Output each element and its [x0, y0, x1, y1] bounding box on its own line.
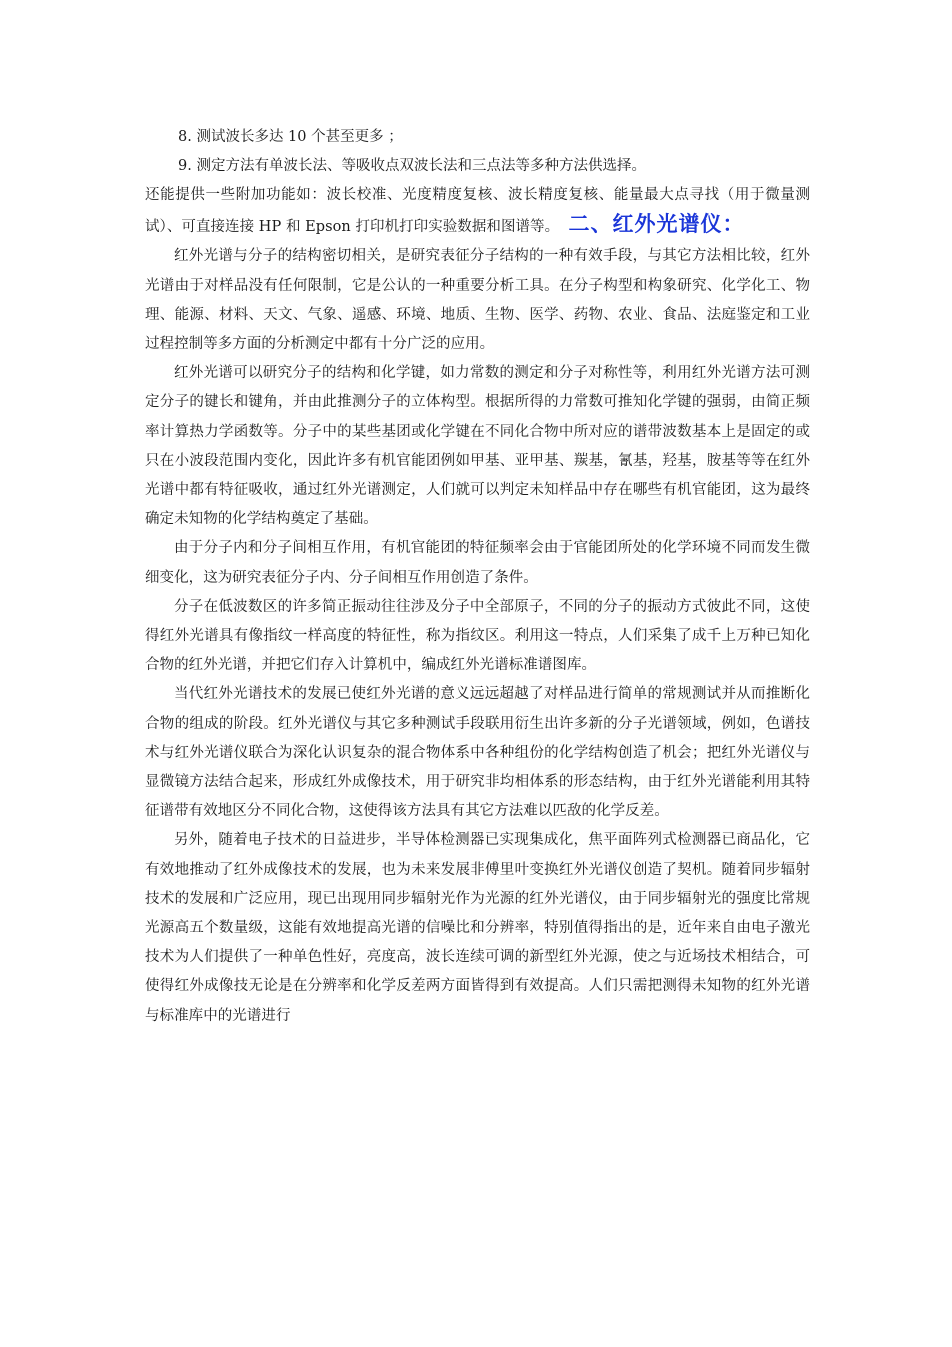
list-item-9: 9. 测定方法有单波长法、等吸收点双波长法和三点法等多种方法供选择。 [178, 158, 646, 174]
paragraph-3: 由于分子内和分子间相互作用，有机官能团的特征频率会由于官能团所处的化学环境不同而发生微细变化，这为研究表征分子内、分子间相互作用创造了条件。 [145, 540, 810, 586]
paragraph-2: 红外光谱可以研究分子的结构和化学键，如力常数的测定和分子对称性等，利用红外光谱方法可测定分子的键长和键角，并由此推测分子的立体构型。根据所得的力常数可推知化学键的强弱，由简正频率计算热力学函数等。分子中的某些基团或化学键在不同化合物中所对应的谱带波数基本上是固定的或只在小波段范围内变化，因此许多有机官能团例如甲基、亚甲基、羰基，氰基，羟基，胺基等等在红外光谱中都有特征吸收，通过红外光谱测定，人们就可以判定未知样品中存在哪些有机官能团，这为最终确定未知物的化学结构奠定了基础。 [145, 365, 810, 528]
section-heading: 二、红外光谱仪： [568, 212, 745, 237]
paragraph-4: 分子在低波数区的许多简正振动往往涉及分子中全部原子，不同的分子的振动方式彼此不同，这使得红外光谱具有像指纹一样高度的特征性，称为指纹区。利用这一特点，人们采集了成千上万种已知化合物的红外光谱，并把它们存入计算机中，编成红外光谱标准谱图库。 [145, 598, 810, 674]
intro-paragraph [145, 181, 810, 242]
paragraph-5: 当代红外光谱技术的发展已使红外光谱的意义远远超越了对样品进行简单的常规测试并从而推断化合物的组成的阶段。红外光谱仪与其它多种测试手段联用衍生出许多新的分子光谱领域，例如，色谱技术与红外光谱仪联合为深化认识复杂的混合物体系中各种组份的化学结构创造了机会；把红外光谱仪与显微镜方法结合起来，形成红外成像技术，用于研究非均相体系的形态结构，由于红外光谱能利用其特征谱带有效地区分不同化合物，这使得该方法具有其它方法难以匹敌的化学反差。 [145, 686, 810, 820]
paragraph-6: 另外，随着电子技术的日益进步，半导体检测器已实现集成化，焦平面阵列式检测器已商品化，它有效地推动了红外成像技术的发展，也为未来发展非傅里叶变换红外光谱仪创造了契机。随着同步辐射技术的发展和广泛应用，现已出现用同步辐射光作为光源的红外光谱仪，由于同步辐射光的强度比常规光源高五个数量级，这能有效地提高光谱的信噪比和分辨率，特别值得指出的是，近年来自由电子激光技术为人们提供了一种单色性好，亮度高，波长连续可调的新型红外光源，使之与近场技术相结合，可使得红外成像技无论是在分辨率和化学反差两方面皆得到有效提高。人们只需把测得未知物的红外光谱与标准库中的光谱进行 [145, 832, 810, 1024]
paragraph-1: 红外光谱与分子的结构密切相关，是研究表征分子结构的一种有效手段，与其它方法相比较，红外光谱由于对样品没有任何限制，它是公认的一种重要分析工具。在分子构型和构象研究、化学化工、物理、能源、材料、天文、气象、遥感、环境、地质、生物、医学、药物、农业、食品、法庭鉴定和工业过程控制等多方面的分析测定中都有十分广泛的应用。 [145, 248, 810, 353]
list-item-8: 8. 测试波长多达 10 个甚至更多 ； [178, 129, 403, 145]
intro-text: 还能提供一些附加功能如：波长校准、光度精度复核、波长精度复核、能量最大点寻找（用于微量测试）、可直接连接 HP 和 Epson 打印机打印实验数据和图谱等。 [145, 187, 810, 236]
document-body [145, 123, 810, 1031]
